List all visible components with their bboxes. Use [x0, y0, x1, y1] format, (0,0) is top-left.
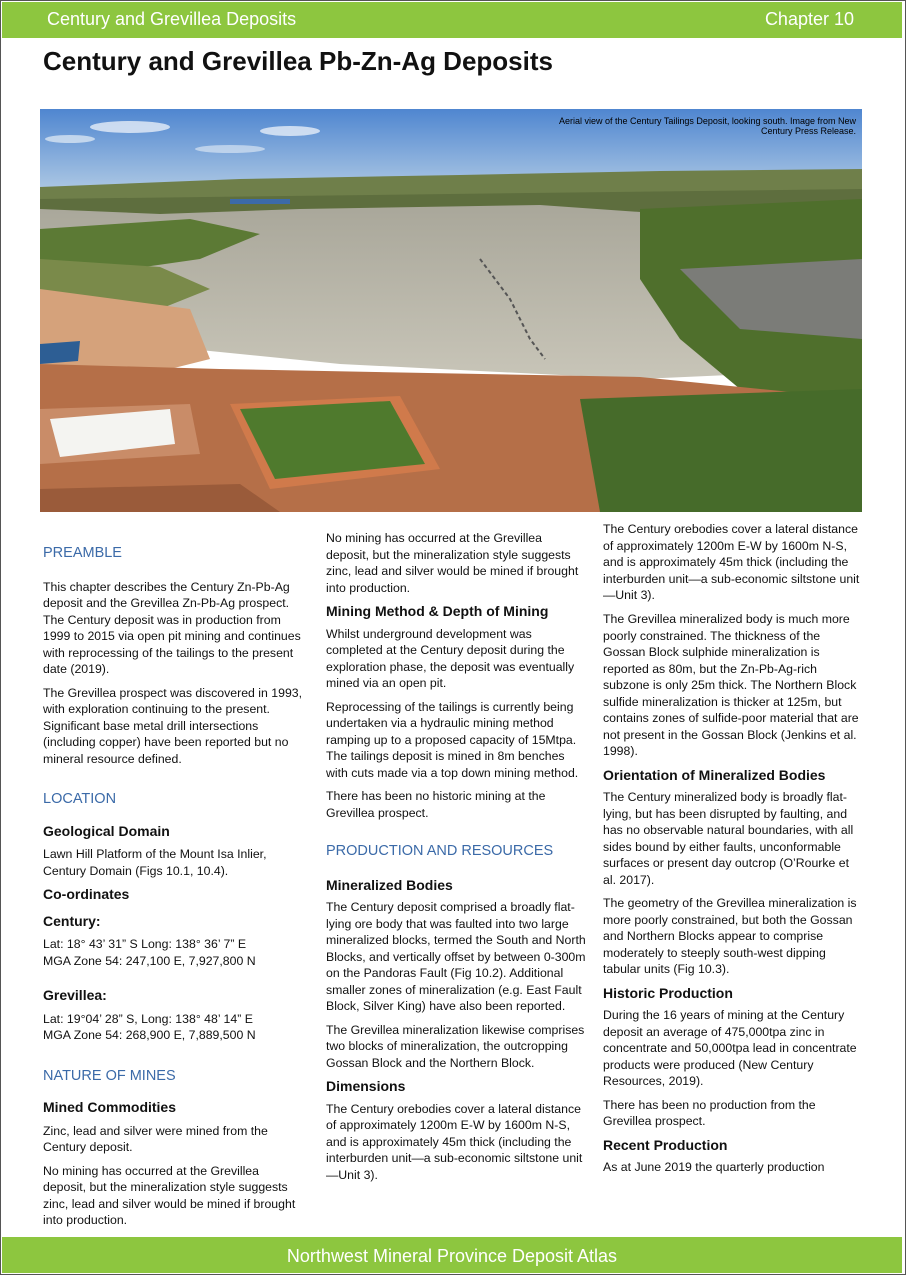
dimensions-paragraph-2: The Grevillea mineralized body is much more poorly constrained. The thickness of the Gossan Block sulphide mineralization is reported as 80m, but the Zn-Pb-Ag-rich subzone is only 25m thick. The Northern Block sulfide mineralization is thicker at 125m, but contains zones of sulfide-poor material that are not present in the Gossan Block (Jenkins et al. 1998).	[603, 612, 859, 758]
header-bar	[2, 2, 902, 38]
subheading-mineralized-bodies: Mineralized Bodies	[326, 876, 453, 893]
preamble-paragraph-1: This chapter describes the Century Zn-Pb-Ag deposit and the Grevillea Zn-Pb-Ag prospect. The Century deposit was in production from 1999 to 2015 via open pit mining and continues with reprocessing of the tailings to the present date (2019).	[43, 579, 301, 676]
subheading-coordinates: Co-ordinates	[43, 886, 130, 902]
subheading-mined-commodities: Mined Commodities	[43, 1099, 177, 1115]
mining-method-paragraph-1: Whilst underground development was completed at the Century deposit during the exploration phase, the deposit was eventually mined via an open pit.	[326, 626, 575, 690]
chapter-label: Chapter 10	[764, 9, 854, 29]
dimensions-paragraph-1: The Century orebodies cover a lateral distance of approximately 1200m E-W by 1600m N-S, and is approximately 45m thick (including the interburden unit—a sub-economic siltstone unit—Unit 3).	[326, 1101, 583, 1182]
subheading-century: Century:	[43, 912, 101, 929]
photo-caption: Aerial view of the Century Tailings Deposit, looking south. Image from New Century Press Release.	[559, 116, 856, 136]
subheading-historic-production: Historic Production	[603, 984, 733, 1001]
footer-title: Northwest Mineral Province Deposit Atlas	[286, 1246, 618, 1266]
subheading-geological-domain: Geological Domain	[43, 822, 170, 839]
grevillea-mga: MGA Zone 54: 268,900 E, 7,889,500 N	[43, 1028, 256, 1042]
aerial-photo-illustration	[40, 109, 862, 512]
mined-commodities-continued	[326, 530, 588, 596]
mined-commodities-paragraph-1: Zinc, lead and silver were mined from the Century deposit.	[43, 1123, 268, 1154]
mineralized-bodies-paragraph-2: The Grevillea mineralization likewise comprises two blocks of mineralization, the outcropping Gossan Block and the Northern Block.	[326, 1022, 585, 1070]
century-mga: MGA Zone 54: 247,100 E, 7,927,800 N	[43, 953, 256, 968]
subheading-dimensions: Dimensions	[326, 1078, 406, 1094]
column-3	[603, 522, 865, 1183]
subheading-recent-production: Recent Production	[603, 1136, 728, 1153]
dimensions-continued	[603, 521, 865, 604]
subheading-grevillea: Grevillea:	[43, 987, 107, 1003]
century-lat-long: Lat: 18° 43’ 31” S Long: 138° 36’ 7” E	[43, 937, 247, 951]
mining-method-paragraph-2: Reprocessing of the tailings is currently being undertaken via a hydraulic mining method ramping up to a proposed capacity of 15Mtpa. The tailings deposit is mined in 8m benches with cuts made via a top down mining method.	[326, 699, 579, 780]
historic-production-paragraph-2: There has been no production from the Grevillea prospect.	[603, 1097, 816, 1128]
mined-commodities-paragraph-2: No mining has occurred at the Grevillea deposit, but the mineralization style suggests zinc, lead and silver would be mined if brought into production.	[43, 1163, 296, 1227]
footer-bar	[2, 1237, 902, 1273]
preamble-paragraph-2: The Grevillea prospect was discovered in 1993, with exploration continuing to the present. Significant base metal drill intersections (including copper) have been reported but no mineral resource defined.	[43, 685, 303, 766]
recent-production-paragraph-1: As at June 2019 the quarterly production	[603, 1160, 825, 1174]
historic-production-paragraph-1: During the 16 years of mining at the Century deposit an average of 475,000tpa zinc in concentrate and 50,000tpa lead in concentrate products were produced (New Century Resources, 2019).	[603, 1008, 857, 1088]
aerial-photo	[40, 109, 862, 512]
geological-domain-text: Lawn Hill Platform of the Mount Isa Inlier, Century Domain (Figs 10.1, 10.4).	[43, 847, 267, 878]
section-heading-location: LOCATION	[43, 791, 117, 807]
grevillea-lat-long: Lat: 19°04’ 28” S, Long: 138° 48’ 14” E	[43, 1011, 253, 1026]
section-heading-preamble: PREAMBLE	[43, 545, 122, 561]
continued-text: No mining has occurred at the Grevillea deposit, but the mineralization style suggests zinc, lead and silver would be mined if brought into production.	[326, 531, 579, 595]
section-heading-production: PRODUCTION AND RESOURCES	[326, 843, 554, 859]
mining-method-paragraph-3: There has been no historic mining at the Grevillea prospect.	[326, 789, 546, 820]
page-title: Century and Grevillea Pb-Zn-Ag Deposits	[43, 46, 553, 76]
orientation-paragraph-1: The Century mineralized body is broadly flat-lying, but has been disrupted by faulting, and has no observable natural boundaries, with all sides bound by either faults, unconformable surfaces or present day outcrop (O’Rourke et al. 2017).	[603, 790, 854, 887]
column-1	[43, 545, 305, 1227]
continued-text: The Century orebodies cover a lateral distance of approximately 1200m E-W by 1600m N-S, and is approximately 45m thick (including the interburden unit—a sub-economic siltstone unit—Unit 3).	[603, 522, 860, 602]
section-heading-nature-of-mines: NATURE OF MINES	[43, 1067, 176, 1084]
subheading-mining-method: Mining Method & Depth of Mining	[326, 603, 549, 619]
mineralized-bodies-paragraph-1: The Century deposit comprised a broadly flat-lying ore body that was faulted into two large mineralized blocks, termed the South and North Blocks, and vertically offset by between 0-300m on the Pandoras Fault (Fig 10.2). Additional smaller zones of mineralization (e.g. East Fault Block, Silver King) have also been reported.	[326, 900, 586, 1013]
subheading-orientation: Orientation of Mineralized Bodies	[603, 766, 826, 783]
running-header-title: Century and Grevillea Deposits	[47, 9, 297, 29]
orientation-paragraph-2: The geometry of the Grevillea mineralization is more poorly constrained, but both the Gossan and Northern Blocks appear to comprise moderately to steeply south-west dipping tabular units (Fig 10.3).	[603, 896, 857, 976]
column-2	[326, 531, 588, 1182]
